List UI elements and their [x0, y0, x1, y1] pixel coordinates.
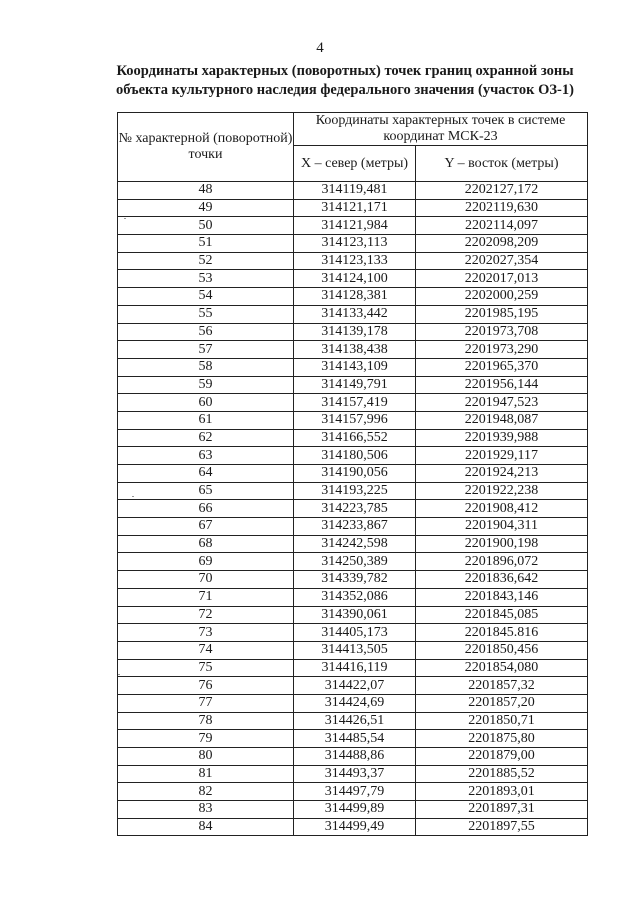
point-number-cell: 48 [118, 182, 294, 200]
y-coordinate-cell: 2202114,097 [416, 217, 588, 235]
y-coordinate-cell: 2201939,988 [416, 429, 588, 447]
y-coordinate-cell: 2201893,01 [416, 783, 588, 801]
x-coordinate-cell: 314133,442 [294, 305, 416, 323]
header-x-north: X – север (метры) [294, 146, 416, 182]
document-title [80, 62, 610, 100]
point-number-cell: 62 [118, 429, 294, 447]
point-number-cell: 80 [118, 748, 294, 766]
table-row [118, 199, 588, 217]
scan-dot [118, 674, 120, 675]
x-coordinate-cell: 314139,178 [294, 323, 416, 341]
x-coordinate-cell: 314138,438 [294, 341, 416, 359]
x-coordinate-cell: 314193,225 [294, 482, 416, 500]
x-coordinate-cell: 314339,782 [294, 571, 416, 589]
table-row [118, 341, 588, 359]
scan-dot [124, 218, 126, 219]
table-row [118, 500, 588, 518]
point-number-cell: 71 [118, 588, 294, 606]
x-coordinate-cell: 314485,54 [294, 730, 416, 748]
header-y-east: Y – восток (метры) [416, 146, 588, 182]
table-row [118, 394, 588, 412]
y-coordinate-cell: 2201924,213 [416, 465, 588, 483]
point-number-cell: 58 [118, 358, 294, 376]
table-row [118, 358, 588, 376]
table-row [118, 465, 588, 483]
x-coordinate-cell: 314233,867 [294, 518, 416, 536]
table-row [118, 659, 588, 677]
y-coordinate-cell: 2201897,55 [416, 818, 588, 836]
point-number-cell: 54 [118, 288, 294, 306]
title-line-2: объекта культурного наследия федерального значения (участок ОЗ-1) [116, 82, 574, 98]
x-coordinate-cell: 314128,381 [294, 288, 416, 306]
point-number-cell: 65 [118, 482, 294, 500]
table-row [118, 235, 588, 253]
y-coordinate-cell: 2201896,072 [416, 553, 588, 571]
y-coordinate-cell: 2201850,71 [416, 712, 588, 730]
x-coordinate-cell: 314223,785 [294, 500, 416, 518]
x-coordinate-cell: 314121,171 [294, 199, 416, 217]
y-coordinate-cell: 2201885,52 [416, 765, 588, 783]
table-row [118, 535, 588, 553]
x-coordinate-cell: 314405,173 [294, 624, 416, 642]
y-coordinate-cell: 2202098,209 [416, 235, 588, 253]
scan-dot [132, 496, 134, 497]
point-number-cell: 50 [118, 217, 294, 235]
x-coordinate-cell: 314497,79 [294, 783, 416, 801]
x-coordinate-cell: 314123,113 [294, 235, 416, 253]
table-row [118, 694, 588, 712]
point-number-cell: 64 [118, 465, 294, 483]
y-coordinate-cell: 2202027,354 [416, 252, 588, 270]
table-row [118, 712, 588, 730]
point-number-cell: 82 [118, 783, 294, 801]
table-row [118, 588, 588, 606]
point-number-cell: 66 [118, 500, 294, 518]
title-line-1: Координаты характерных (поворотных) точек границ охранной зоны [116, 63, 574, 79]
y-coordinate-cell: 2201845.816 [416, 624, 588, 642]
table-row [118, 288, 588, 306]
x-coordinate-cell: 314493,37 [294, 765, 416, 783]
x-coordinate-cell: 314499,49 [294, 818, 416, 836]
table-row [118, 641, 588, 659]
table-row [118, 376, 588, 394]
header-coordinates: Координаты характерных точек в системе координат МСК-23 [294, 113, 588, 146]
y-coordinate-cell: 2202017,013 [416, 270, 588, 288]
point-number-cell: 77 [118, 694, 294, 712]
point-number-cell: 51 [118, 235, 294, 253]
y-coordinate-cell: 2201965,370 [416, 358, 588, 376]
x-coordinate-cell: 314180,506 [294, 447, 416, 465]
table-row [118, 801, 588, 819]
x-coordinate-cell: 314390,061 [294, 606, 416, 624]
point-number-cell: 83 [118, 801, 294, 819]
x-coordinate-cell: 314488,86 [294, 748, 416, 766]
y-coordinate-cell: 2201985,195 [416, 305, 588, 323]
header-point-number: № характерной (поворотной) точки [118, 113, 294, 182]
y-coordinate-cell: 2201850,456 [416, 641, 588, 659]
x-coordinate-cell: 314157,419 [294, 394, 416, 412]
y-coordinate-cell: 2201897,31 [416, 801, 588, 819]
y-coordinate-cell: 2201857,20 [416, 694, 588, 712]
y-coordinate-cell: 2201857,32 [416, 677, 588, 695]
table-row [118, 677, 588, 695]
table-row [118, 783, 588, 801]
point-number-cell: 55 [118, 305, 294, 323]
x-coordinate-cell: 314119,481 [294, 182, 416, 200]
y-coordinate-cell: 2201900,198 [416, 535, 588, 553]
point-number-cell: 56 [118, 323, 294, 341]
point-number-cell: 67 [118, 518, 294, 536]
point-number-cell: 59 [118, 376, 294, 394]
table-row [118, 606, 588, 624]
point-number-cell: 75 [118, 659, 294, 677]
x-coordinate-cell: 314123,133 [294, 252, 416, 270]
point-number-cell: 68 [118, 535, 294, 553]
table-row [118, 624, 588, 642]
table-row [118, 305, 588, 323]
point-number-cell: 49 [118, 199, 294, 217]
y-coordinate-cell: 2201843,146 [416, 588, 588, 606]
y-coordinate-cell: 2201854,080 [416, 659, 588, 677]
page-number: 4 [316, 40, 324, 56]
y-coordinate-cell: 2201973,290 [416, 341, 588, 359]
table-row [118, 748, 588, 766]
table-row [118, 482, 588, 500]
x-coordinate-cell: 314124,100 [294, 270, 416, 288]
y-coordinate-cell: 2201908,412 [416, 500, 588, 518]
y-coordinate-cell: 2201875,80 [416, 730, 588, 748]
point-number-cell: 84 [118, 818, 294, 836]
y-coordinate-cell: 2201904,311 [416, 518, 588, 536]
y-coordinate-cell: 2201922,238 [416, 482, 588, 500]
x-coordinate-cell: 314413,505 [294, 641, 416, 659]
y-coordinate-cell: 2201973,708 [416, 323, 588, 341]
table-row [118, 270, 588, 288]
x-coordinate-cell: 314149,791 [294, 376, 416, 394]
y-coordinate-cell: 2202000,259 [416, 288, 588, 306]
point-number-cell: 60 [118, 394, 294, 412]
table-row [118, 411, 588, 429]
y-coordinate-cell: 2201948,087 [416, 411, 588, 429]
point-number-cell: 79 [118, 730, 294, 748]
x-coordinate-cell: 314422,07 [294, 677, 416, 695]
point-number-cell: 52 [118, 252, 294, 270]
y-coordinate-cell: 2201879,00 [416, 748, 588, 766]
table-row [118, 447, 588, 465]
point-number-cell: 81 [118, 765, 294, 783]
table-row [118, 182, 588, 200]
x-coordinate-cell: 314426,51 [294, 712, 416, 730]
y-coordinate-cell: 2202119,630 [416, 199, 588, 217]
point-number-cell: 61 [118, 411, 294, 429]
x-coordinate-cell: 314143,109 [294, 358, 416, 376]
table-row [118, 571, 588, 589]
x-coordinate-cell: 314424,69 [294, 694, 416, 712]
y-coordinate-cell: 2201929,117 [416, 447, 588, 465]
y-coordinate-cell: 2201947,523 [416, 394, 588, 412]
table-body [118, 182, 588, 836]
point-number-cell: 74 [118, 641, 294, 659]
x-coordinate-cell: 314166,552 [294, 429, 416, 447]
x-coordinate-cell: 314250,389 [294, 553, 416, 571]
table-row [118, 730, 588, 748]
table-row [118, 429, 588, 447]
point-number-cell: 70 [118, 571, 294, 589]
table-row [118, 518, 588, 536]
point-number-cell: 72 [118, 606, 294, 624]
point-number-cell: 53 [118, 270, 294, 288]
point-number-cell: 76 [118, 677, 294, 695]
x-coordinate-cell: 314157,996 [294, 411, 416, 429]
x-coordinate-cell: 314352,086 [294, 588, 416, 606]
table-row [118, 252, 588, 270]
x-coordinate-cell: 314190,056 [294, 465, 416, 483]
table-row [118, 553, 588, 571]
point-number-cell: 69 [118, 553, 294, 571]
y-coordinate-cell: 2201836,642 [416, 571, 588, 589]
y-coordinate-cell: 2201956,144 [416, 376, 588, 394]
coordinates-table [117, 112, 588, 836]
table-row [118, 323, 588, 341]
x-coordinate-cell: 314121,984 [294, 217, 416, 235]
x-coordinate-cell: 314499,89 [294, 801, 416, 819]
point-number-cell: 78 [118, 712, 294, 730]
table-row [118, 818, 588, 836]
point-number-cell: 57 [118, 341, 294, 359]
x-coordinate-cell: 314416,119 [294, 659, 416, 677]
y-coordinate-cell: 2202127,172 [416, 182, 588, 200]
x-coordinate-cell: 314242,598 [294, 535, 416, 553]
table-row [118, 217, 588, 235]
point-number-cell: 63 [118, 447, 294, 465]
y-coordinate-cell: 2201845,085 [416, 606, 588, 624]
point-number-cell: 73 [118, 624, 294, 642]
table-row [118, 765, 588, 783]
